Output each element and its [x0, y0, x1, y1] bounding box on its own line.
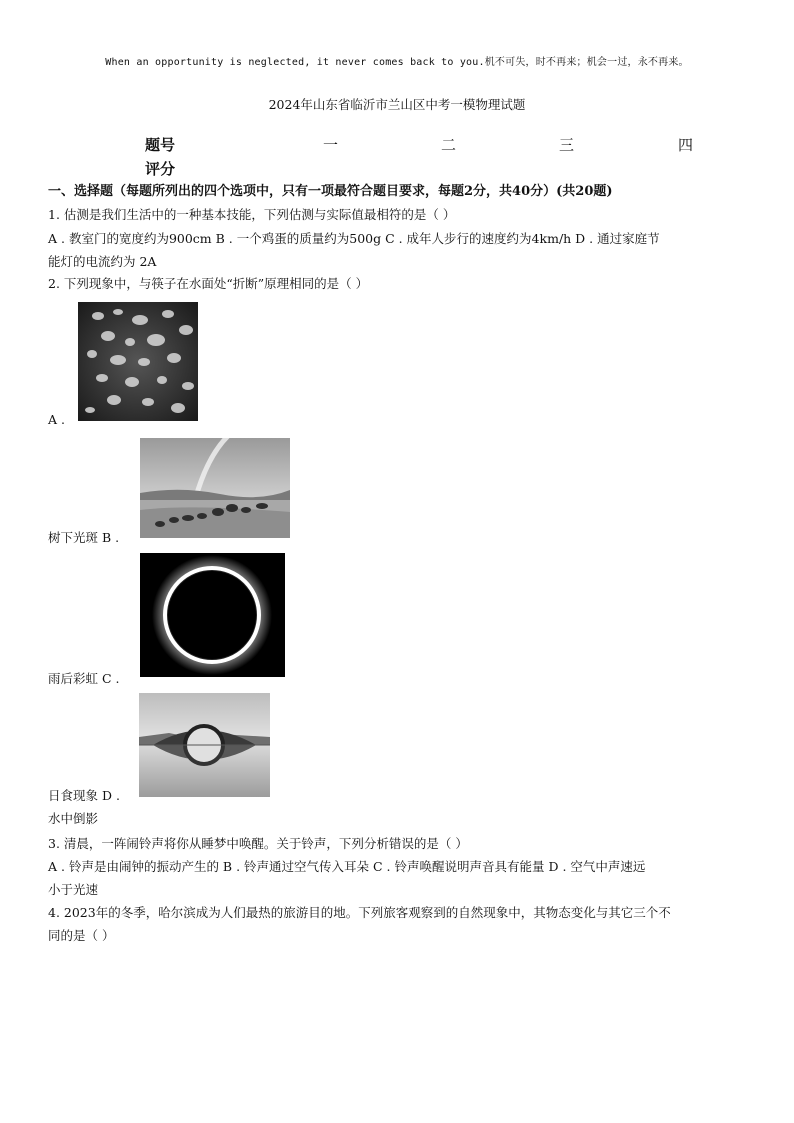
- image-rainbow: [140, 438, 290, 538]
- image-bridge-reflection: [139, 693, 270, 797]
- q2-label-c: 雨后彩虹 C .: [48, 671, 120, 686]
- q2-label-tail: 水中倒影: [48, 811, 99, 826]
- score-table-header-label: 题号: [145, 136, 176, 154]
- page-motto: When an opportunity is neglected, it never comes back to you.机不可失，时不再来；机会一过，永不再来。: [105, 57, 689, 68]
- score-col-1: 一: [323, 136, 339, 154]
- score-col-3: 三: [559, 136, 575, 154]
- q2-label-a: A .: [48, 412, 65, 427]
- q1-stem: 1. 估测是我们生活中的一种基本技能，下列估测与实际值最相符的是（ ）: [48, 207, 456, 222]
- image-tree-light-spots: [78, 302, 198, 421]
- section-heading: 一、选择题（每题所列出的四个选项中，只有一项最符合题目要求，每题2分，共40分）(共20题): [48, 184, 613, 199]
- q2-label-b: 树下光斑 B .: [48, 530, 120, 545]
- score-row-label: 评分: [145, 160, 176, 178]
- q4-stem-cont: 同的是（ ）: [48, 928, 115, 943]
- q4-stem: 4. 2023年的冬季，哈尔滨成为人们最热的旅游目的地。下列旅客观察到的自然现象中，其物态变化与其它三个不: [48, 905, 671, 920]
- q3-options-cont: 小于光速: [48, 882, 99, 897]
- q3-options: A . 铃声是由闹钟的振动产生的 B . 铃声通过空气传入耳朵 C . 铃声唤醒说明声音具有能量 D . 空气中声速远: [48, 859, 646, 874]
- q2-stem: 2. 下列现象中，与筷子在水面处“折断”原理相同的是（ ）: [48, 276, 369, 291]
- image-eclipse: [140, 553, 285, 677]
- q1-options: A . 教室门的宽度约为900cm B . 一个鸡蛋的质量约为500g C . 成年人步行的速度约为4km/h D . 通过家庭节: [48, 231, 660, 246]
- q2-label-d: 日食现象 D .: [48, 788, 120, 803]
- page-title: 2024年山东省临沂市兰山区中考一模物理试题: [268, 97, 526, 112]
- score-col-2: 二: [441, 136, 457, 154]
- q3-stem: 3. 清晨，一阵闹铃声将你从睡梦中唤醒。关于铃声，下列分析错误的是（ ）: [48, 836, 468, 851]
- score-col-4: 四: [678, 136, 694, 154]
- q1-options-cont: 能灯的电流约为 2A: [48, 254, 157, 269]
